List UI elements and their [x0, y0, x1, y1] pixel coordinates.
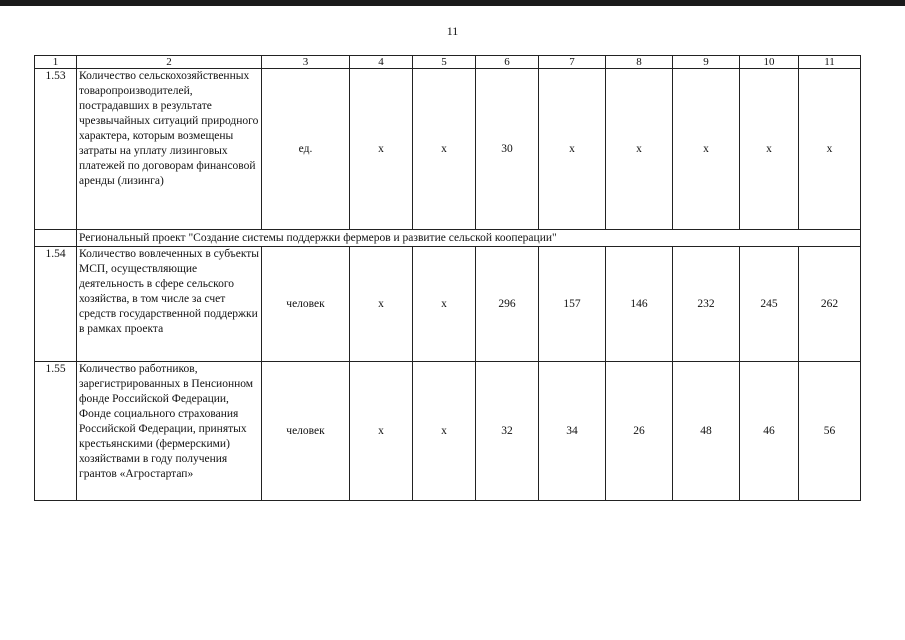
indicator-name: Количество сельскохозяйственных товаропроизводителей, пострадавших в результате чрезвычайных ситуаций природного характера, которым возмещены затраты на уплату лизинговых платежей по договорам финансовой аренды (лизинга)	[77, 69, 262, 230]
row-number: 1.54	[35, 247, 77, 362]
indicators-table	[34, 55, 861, 501]
value-cell: х	[539, 69, 606, 230]
table-row	[35, 247, 861, 362]
value-cell: 157	[539, 247, 606, 362]
value-cell: 26	[606, 362, 673, 501]
unit-cell: ед.	[262, 69, 350, 230]
page-top-border	[0, 0, 905, 6]
header-cell: 11	[799, 56, 861, 69]
table-row	[35, 69, 861, 230]
header-cell: 8	[606, 56, 673, 69]
header-cell: 10	[740, 56, 799, 69]
value-cell: х	[799, 69, 861, 230]
value-cell: 32	[476, 362, 539, 501]
indicator-name: Количество вовлеченных в субъекты МСП, осуществляющие деятельность в сфере сельского хозяйства, в том числе за счет средств государственной поддержки в рамках проекта	[77, 247, 262, 362]
header-cell: 6	[476, 56, 539, 69]
section-row	[35, 230, 861, 247]
value-cell: х	[350, 69, 413, 230]
value-cell: 56	[799, 362, 861, 501]
value-cell: х	[606, 69, 673, 230]
page-number: 11	[446, 24, 459, 38]
indicator-name: Количество работников, зарегистрированных в Пенсионном фонде Российской Федерации, Фонде социального страхования Российской Федерации, принятых крестьянскими (фермерскими) хозяйствами в году получения грантов «Агростартап»	[77, 362, 262, 501]
value-cell: х	[673, 69, 740, 230]
value-cell: х	[350, 362, 413, 501]
header-cell: 5	[413, 56, 476, 69]
table-header-row	[35, 56, 861, 69]
header-cell: 7	[539, 56, 606, 69]
table-row	[35, 362, 861, 501]
header-cell: 2	[77, 56, 262, 69]
value-cell: 146	[606, 247, 673, 362]
row-number: 1.53	[35, 69, 77, 230]
unit-cell: человек	[262, 362, 350, 501]
header-cell: 4	[350, 56, 413, 69]
value-cell: 296	[476, 247, 539, 362]
value-cell: х	[740, 69, 799, 230]
value-cell: 245	[740, 247, 799, 362]
value-cell: х	[413, 247, 476, 362]
value-cell: х	[413, 362, 476, 501]
section-number-cell	[35, 230, 77, 247]
section-title: Региональный проект "Создание системы поддержки фермеров и развитие сельской кооперации"	[77, 230, 861, 247]
value-cell: х	[413, 69, 476, 230]
value-cell: 48	[673, 362, 740, 501]
value-cell: 34	[539, 362, 606, 501]
value-cell: 46	[740, 362, 799, 501]
unit-cell: человек	[262, 247, 350, 362]
header-cell: 3	[262, 56, 350, 69]
value-cell: х	[350, 247, 413, 362]
header-cell: 9	[673, 56, 740, 69]
value-cell: 30	[476, 69, 539, 230]
value-cell: 262	[799, 247, 861, 362]
header-cell: 1	[35, 56, 77, 69]
row-number: 1.55	[35, 362, 77, 501]
value-cell: 232	[673, 247, 740, 362]
